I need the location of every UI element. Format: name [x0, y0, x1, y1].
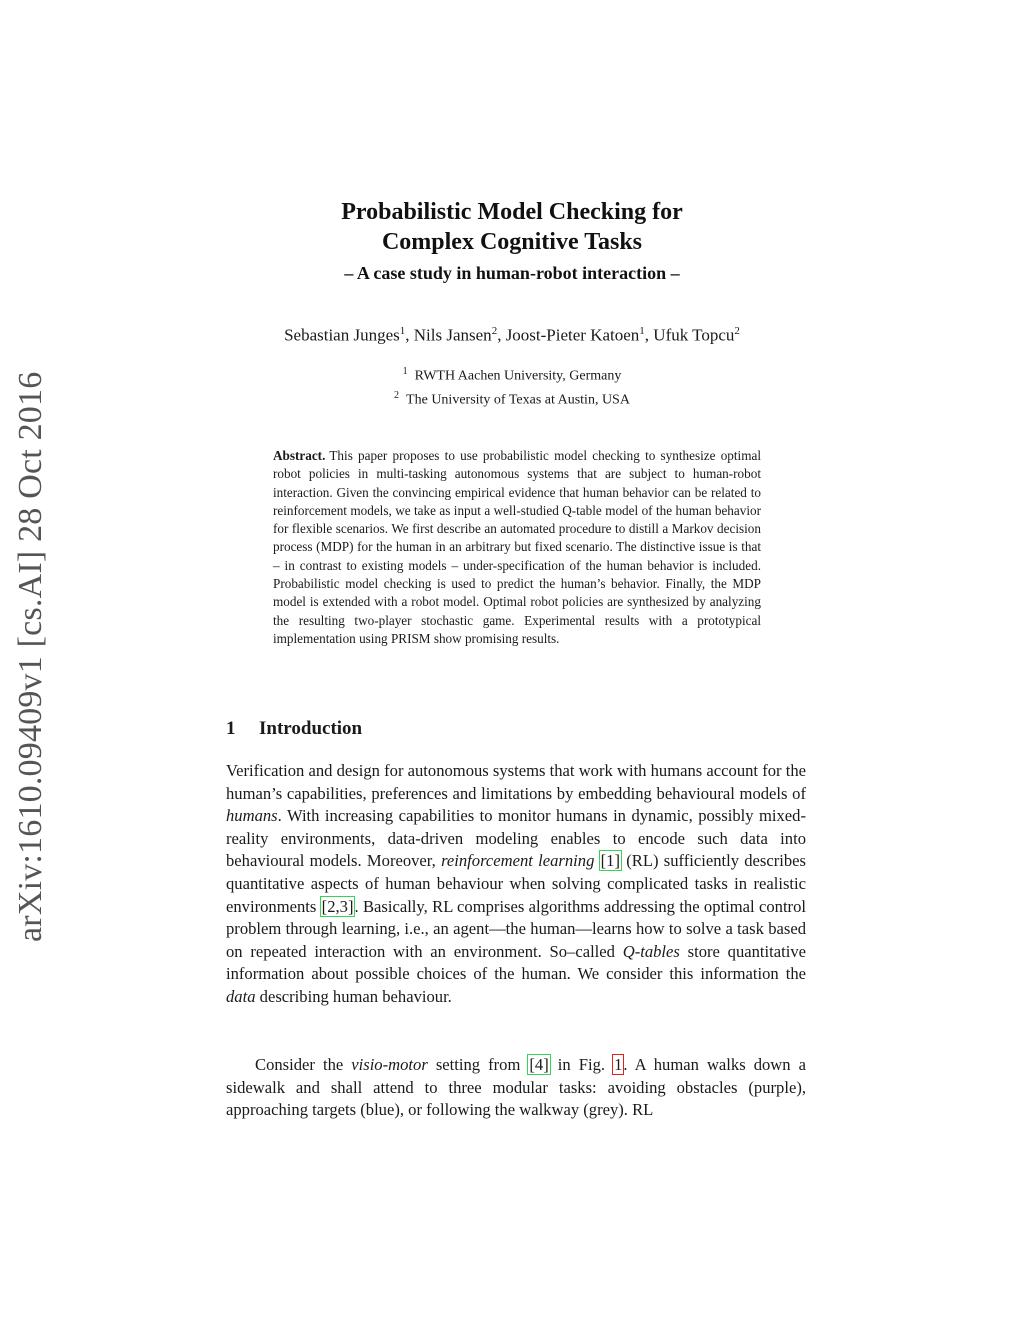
intro-paragraph-2: Consider the visio-motor setting from [4] in Fig. 1. A human walks down a sidewalk and shall attend to three modular tasks: avoiding obstacles (purple), approaching targets (blue), or following the walkway (grey). RL [226, 1055, 806, 1120]
author-name: Ufuk Topcu [653, 325, 735, 345]
citation-link[interactable]: [1] [600, 851, 620, 871]
affiliation: $^2$ The University of Texas at Austin, USA [394, 389, 630, 408]
paper-subtitle: – A case study in human-robot interaction – [344, 263, 680, 283]
paper-title-line-2: Complex Cognitive Tasks [381, 229, 643, 255]
abstract [273, 447, 761, 648]
author-name: Nils Jansen [413, 325, 492, 345]
abstract-text: This paper proposes to use probabilistic model checking to synthesize optimal robot policies in multi-tasking autonomous systems that are subject to human-robot interaction. Given the convincing empirical evidence that human behavior can be related to reinforcement models, we take as input a well-studied Q-table model of the human behavior for flexible scenarios. We first describe an automated procedure to distill a Markov decision process (MDP) for the human in an arbitrary but fixed scenario. The distinctive issue is that – in contrast to existing models – under-specification of the human behavior is included. Probabilistic model checking is used to predict the human’s behavior. Finally, the MDP model is extended with a robot model. Optimal robot policies are synthesized by analyzing the resulting two-player stochastic game. Experimental results with a prototypical implementation using PRISM show promising results. [273, 448, 761, 646]
abstract-label: Abstract. [273, 448, 326, 463]
author-affiliation-mark: 2 [734, 325, 740, 337]
paper-title-line-1: Probabilistic Model Checking for [341, 199, 683, 225]
author-name: Joost-Pieter Katoen [505, 325, 640, 345]
author-affiliation-mark: 2 [491, 325, 498, 337]
author-affiliation-mark: 1 [639, 325, 645, 337]
author-name: Sebastian Junges [284, 325, 400, 345]
citation-link[interactable]: [2,3] [321, 896, 354, 916]
author-affiliation-mark: 1 [399, 325, 406, 337]
figure-reference-link[interactable]: 1 [614, 1055, 623, 1074]
affiliation-list [0, 362, 1024, 409]
section-heading [226, 718, 362, 740]
intro-paragraph-1: Verification and design for autonomous systems that work with humans account for the human’s capabilities, preferences and limitations by embedding behavioural models of humans. With increasing capabilities to monitor humans in dynamic, possibly mixed-reality environments, data-driven modeling enables to encode such data into behavioural models. Moreover, reinforcement learning [1] (RL) sufficiently describes quantitative aspects of human behaviour when solving complicated tasks in realistic environments [2,3]. Basically, RL comprises algorithms addressing the optimal control problem through learning, i.e., an agent—the human—learns how to solve a task based on repeated interaction with an environment. So–called Q-tables store quantitative information about possible choices of the human. We consider this information the data describing human behaviour. [226, 761, 806, 1006]
arxiv-identifier: arXiv:1610.09409v1 [cs.AI] 28 Oct 2016 [12, 371, 49, 942]
citation-link[interactable]: [4] [529, 1055, 549, 1074]
author-list: Sebastian Junges$^1$, Nils Jansen$^2$, Joost-Pieter Katoen$^1$, Ufuk Topcu$^2$ [284, 325, 740, 345]
section-title: Introduction [259, 718, 363, 739]
affiliation: $^1$ RWTH Aachen University, Germany [402, 366, 622, 384]
section-number: 1 [226, 718, 236, 739]
